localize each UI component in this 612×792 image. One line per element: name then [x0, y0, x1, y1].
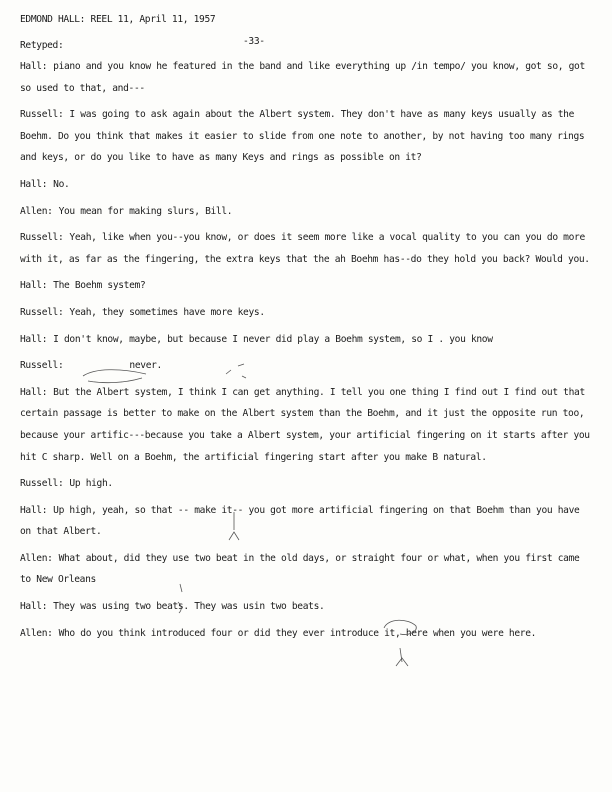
transcript-turn: [20, 174, 592, 196]
transcript-turn: [20, 382, 592, 468]
speaker-label: Allen:: [20, 627, 53, 639]
speaker-label: Hall:: [20, 280, 48, 292]
handwritten-scribble: [80, 366, 150, 386]
document-header: EDMOND HALL: REEL 11, April 11, 1957: [20, 14, 216, 25]
retyped-label: Retyped:: [20, 40, 64, 51]
speaker-label: Hall:: [20, 333, 48, 345]
transcript-turn: [20, 473, 592, 495]
speaker-label: Russell:: [20, 109, 64, 121]
speaker-label: Russell:: [20, 306, 64, 318]
speaker-label: Hall:: [20, 61, 48, 72]
turn-text: They was using two beats. They was usin two beats.: [53, 601, 325, 613]
turn-text: piano and you know he featured in the band and like everything up /in tempo/ you know, got so, got so used to that, and---: [20, 61, 585, 94]
speaker-label: Hall:: [20, 504, 48, 516]
transcript-body: [20, 56, 592, 644]
handwritten-mark: [222, 360, 252, 384]
handwritten-loop: [378, 614, 424, 668]
transcript-turn: [20, 56, 592, 99]
transcript-turn: [20, 104, 592, 169]
handwritten-comma-mark: [170, 580, 190, 616]
transcript-turn: [20, 201, 592, 223]
speaker-label: Hall:: [20, 386, 48, 398]
transcript-turn: [20, 596, 592, 618]
transcript-turn: [20, 275, 592, 297]
transcript-turn: [20, 329, 592, 351]
turn-text: No.: [53, 178, 70, 190]
handwritten-caret: [226, 510, 242, 546]
transcript-turn: [20, 500, 592, 543]
transcript-turn: [20, 548, 592, 591]
turn-text: Yeah, they sometimes have more keys.: [69, 306, 265, 318]
speaker-label: Hall:: [20, 178, 48, 190]
speaker-label: Russell:: [20, 478, 64, 490]
speaker-label: Russell:: [20, 232, 64, 244]
turn-text: But the Albert system, I think I can get anything. I tell you one thing I find out I find out that certain passage is better to make on the Albert system than the Boehm, and it just the opposite run too, because your artific---because you take a Albert system, your artificial fingering on it starts after you hit C sharp. Well on a Boehm, the artificial fingering start after you make B natural.: [20, 386, 590, 463]
turn-text: Who do you think introduced four or did they ever introduce it, here when you were here.: [58, 627, 537, 639]
transcript-turn: [20, 227, 592, 270]
speaker-label: Allen:: [20, 552, 53, 564]
turn-text: Yeah, like when you--you know, or does it seem more like a vocal quality to you can you do more with it, as far as the fingering, the extra keys that the ah Boehm has--do they hold you back? Would you.: [20, 232, 590, 265]
speaker-label: Allen:: [20, 205, 53, 217]
turn-text: Up high, yeah, so that -- make it-- you got more artificial fingering on that Boehm than you have on that Albert.: [20, 504, 580, 538]
transcript-turn: [20, 302, 592, 324]
turn-text: The Boehm system?: [53, 280, 146, 292]
speaker-label: Hall:: [20, 601, 48, 613]
page-number: -33-: [243, 36, 265, 47]
turn-text: I don't know, maybe, but because I never did play a Boehm system, so I . you know: [53, 333, 493, 345]
turn-text: I was going to ask again about the Albert system. They don't have as many keys usually as the Boehm. Do you think that makes it easier to slide from one note to another, by not having too many rings and keys, or do you like to have as many Keys and rings as possible on it?: [20, 109, 585, 164]
turn-text: Up high.: [69, 478, 113, 490]
transcript-turn: [20, 623, 592, 645]
turn-text: never.: [129, 360, 162, 372]
turn-text: What about, did they use two beat in the old days, or straight four or what, when you first came to New Orleans: [20, 552, 580, 586]
speaker-label: Russell:: [20, 360, 64, 372]
turn-text: You mean for making slurs, Bill.: [58, 205, 233, 217]
